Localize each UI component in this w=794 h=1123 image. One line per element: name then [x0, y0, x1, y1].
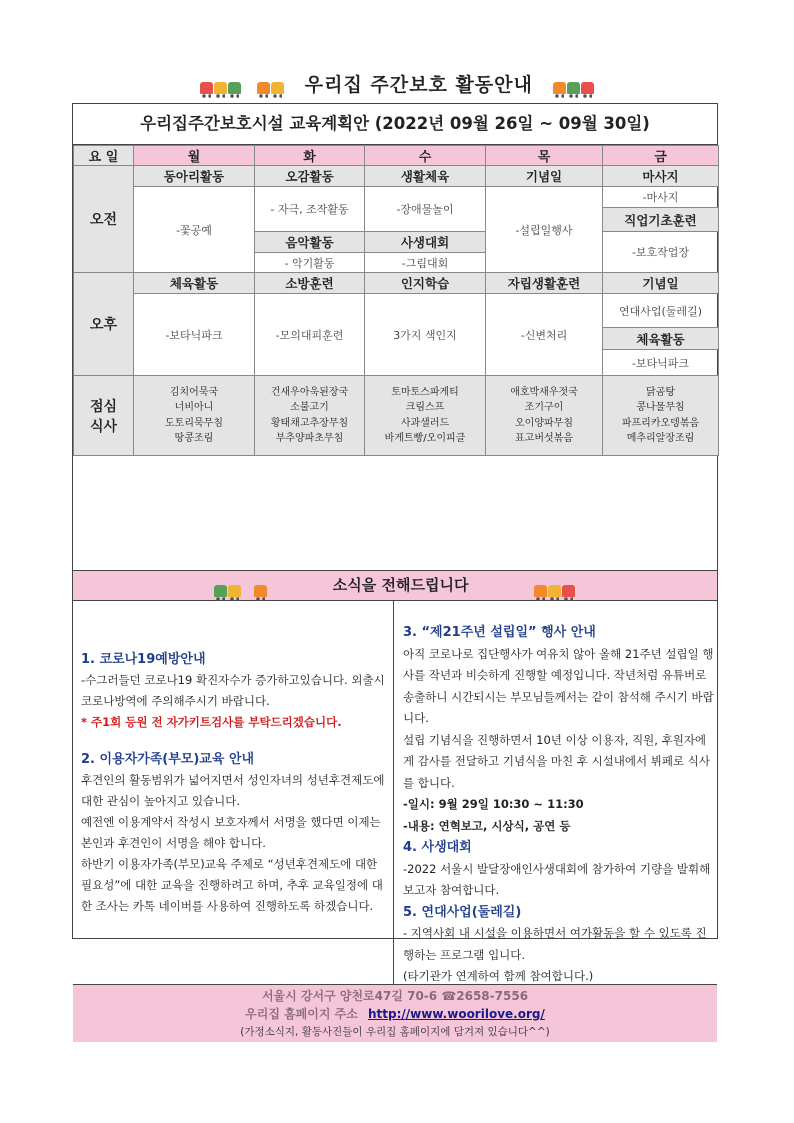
pm-tue-detail: -모의대피훈련 [255, 294, 365, 376]
footer-address: 서울시 강서구 양천로47길 70-6 ☎2658-7556 [261, 989, 529, 1003]
section-anniversary-text-1: 아직 코로나로 집단행사가 여유치 않아 올해 21주년 설립일 행사를 작년과 비슷하게 진행할 예정입니다. 작년처럼 유튜버로 송출하니 시간되시는 부모님들께서는 같이 참석해 주시기 바랍니다. [403, 646, 714, 725]
pm-mon-activity: 체육활동 [134, 273, 255, 294]
day-mon: 월 [134, 146, 255, 166]
footer [73, 984, 717, 1042]
day-header-row [74, 146, 719, 166]
pm-mon-detail: -보타닉파크 [134, 294, 255, 376]
am-fri-detail-2: -보호작업장 [603, 232, 719, 273]
section-family-edu-text-2: 예전엔 이용계약서 작성시 보호자께서 서명을 했다면 이제는 본인과 후견인이 서명을 해야 합니다. [81, 815, 381, 850]
section-covid-notice: * 주1회 등원 전 자가키트검사를 부탁드리겠습니다. [81, 715, 342, 729]
am-tue-activity-2: 음악활동 [255, 232, 365, 253]
pm-thu-activity: 자립생활훈련 [486, 273, 603, 294]
footer-note: (가정소식지, 활동사진들이 우리집 홈페이지에 담겨져 있습니다^^) [240, 1026, 550, 1038]
column-divider [393, 600, 394, 984]
pm-thu-detail: -신변처리 [486, 294, 603, 376]
train-icon [214, 577, 242, 595]
pm-fri-detail: 연대사업(둘레길) [603, 294, 719, 328]
day-tue: 화 [255, 146, 365, 166]
am-mon-detail: -꽃공예 [134, 187, 255, 273]
meal-wed: 토마토스파게티 크림스프 사과샐러드 바게트빵/오이피클 [365, 376, 486, 456]
section-family-edu-text-3: 하반기 이용자가족(부모)교육 주제로 “성년후견제도에 대한 필요성”에 대한 교육을 진행하려고 하며, 추후 교육일정에 대한 조사는 카톡 네이버를 사용하여 진행하도록 하겠습니다. [81, 857, 383, 913]
am-wed-detail-2: -그림대회 [365, 253, 486, 273]
am-wed-activity-2: 사생대회 [365, 232, 486, 253]
am-thu-detail: -설립일행사 [486, 187, 603, 273]
pm-wed-detail: 3가지 색인지 [365, 294, 486, 376]
meal-thu: 애호박새우젓국 조기구이 오이양파무침 표고버섯볶음 [486, 376, 603, 456]
section-art-contest-text: -2022 서울시 발달장애인사생대회에 참가하여 기량을 발휘해 보고자 참여합니다. [403, 861, 711, 897]
meal-label: 점심 식사 [74, 376, 134, 456]
meal-mon: 김치어묵국 너비아니 도토리묵무침 땅콩조림 [134, 376, 255, 456]
section-family-edu-text-1: 후견인의 활동범위가 넓어지면서 성인자녀의 성년후견제도에 대한 관심이 높아지고 있습니다. [81, 773, 385, 808]
footer-homepage [73, 1005, 717, 1023]
am-wed-activity: 생활체육 [365, 166, 486, 187]
am-tue-detail: - 자극, 조작활동 [255, 187, 365, 232]
train-icon [553, 77, 595, 95]
section-anniversary-title: 3. “제21주년 설립일” 행사 안내 [403, 625, 596, 640]
pm-fri-activity: 기념일 [603, 273, 719, 294]
pm-wed-activity: 인지학습 [365, 273, 486, 294]
train-icon [200, 77, 242, 95]
day-wed: 수 [365, 146, 486, 166]
train-icon [257, 77, 285, 95]
section-trail-text-1: - 지역사회 내 시설을 이용하면서 여가활동을 할 수 있도록 진행하는 프로그램 입니다. [403, 926, 707, 962]
day-label: 요 일 [74, 146, 134, 166]
section-anniversary-date: -일시: 9월 29일 10:30 ~ 11:30 [403, 797, 584, 811]
am-fri-detail: -마사지 [603, 187, 719, 208]
page-title: 우리집 주간보호 활동안내 [304, 74, 533, 96]
pm-fri-activity-2: 체육활동 [603, 328, 719, 350]
section-trail-text-2: (타기관가 연계하여 함께 참여합니다.) [403, 969, 594, 983]
page-header [0, 70, 794, 97]
am-mon-activity: 동아리활동 [134, 166, 255, 187]
am-tue-detail-2: - 악기활동 [255, 253, 365, 273]
news-left-column [81, 649, 389, 917]
train-icon [254, 577, 268, 595]
am-fri-activity: 마사지 [603, 166, 719, 187]
am-wed-detail: -장애물놀이 [365, 187, 486, 232]
meal-tue: 건새우아욱된장국 소불고기 황태채고추장무침 부추양파초무침 [255, 376, 365, 456]
section-anniversary-content: -내용: 연혁보고, 시상식, 공연 등 [403, 818, 571, 833]
news-banner [73, 570, 717, 601]
section-covid-title: 1. 코로나19예방안내 [81, 652, 206, 667]
train-icon [534, 577, 576, 595]
am-fri-activity-2: 직업기초훈련 [603, 208, 719, 232]
day-fri: 금 [603, 146, 719, 166]
section-art-contest-title: 4. 사생대회 [403, 840, 472, 855]
meal-fri: 닭곰탕 콩나물무침 파프리카오뎅볶음 메추리알장조림 [603, 376, 719, 456]
homepage-label: 우리집 홈페이지 주소 [245, 1007, 358, 1021]
schedule-table [73, 145, 719, 456]
newsletter-frame [72, 103, 718, 1038]
am-thu-activity: 기념일 [486, 166, 603, 187]
news-title: 소식을 전해드립니다 [332, 576, 469, 594]
homepage-link[interactable]: http://www.woorilove.org/ [368, 1007, 545, 1021]
day-thu: 목 [486, 146, 603, 166]
news-right-column [403, 622, 715, 988]
section-family-edu-title: 2. 이용자가족(부모)교육 안내 [81, 752, 255, 767]
plan-title: 우리집주간보호시설 교육계획안 (2022년 09월 26일 ~ 09월 30일) [73, 104, 717, 145]
am-tue-activity: 오감활동 [255, 166, 365, 187]
section-covid-text: -수그러들던 코로나19 확진자수가 증가하고있습니다. 외출시 코로나방역에 주의해주시기 바랍니다. [81, 673, 385, 708]
section-trail-title: 5. 연대사업(둘레길) [403, 904, 522, 920]
section-anniversary-text-2: 설립 기념식을 진행하면서 10년 이상 이용자, 직원, 후원자에게 감사를 전달하고 기념식을 마친 후 시설내에서 뷔페로 식사를 합니다. [403, 732, 710, 790]
pm-label: 오후 [74, 273, 134, 376]
am-label: 오전 [74, 166, 134, 273]
pm-fri-detail-2: -보타닉파크 [603, 350, 719, 376]
pm-tue-activity: 소방훈련 [255, 273, 365, 294]
